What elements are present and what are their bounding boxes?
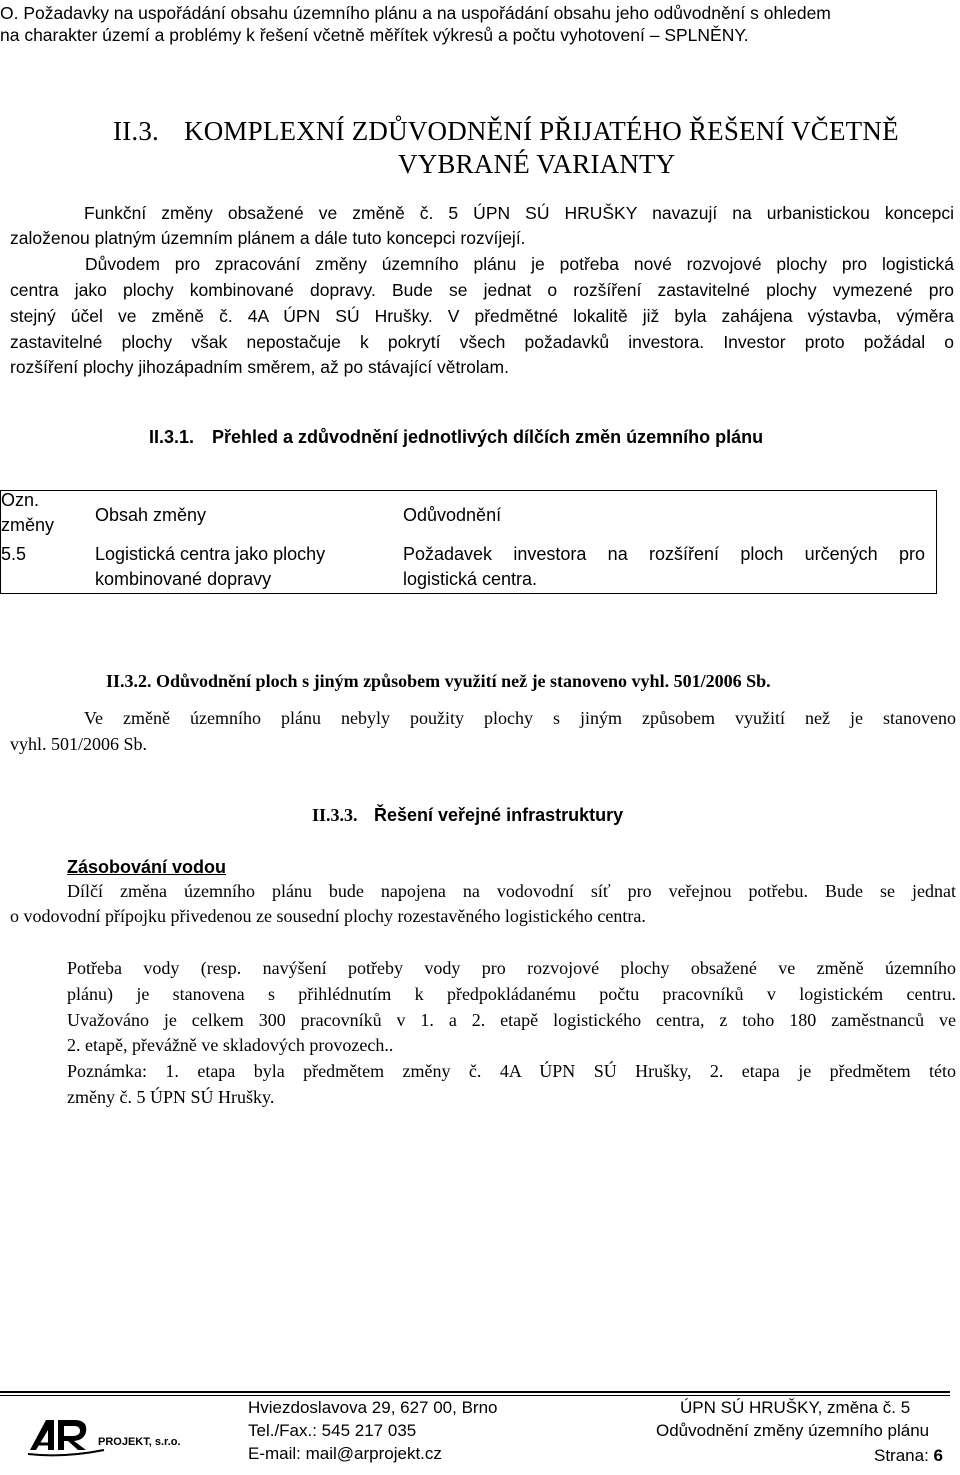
- table-cell-obsah-line-2: kombinované dopravy: [95, 569, 272, 589]
- footer-email: E-mail: mail@arprojekt.cz: [248, 1444, 442, 1463]
- subheading-3-title: Řešení veřejné infrastruktury: [374, 805, 624, 825]
- footer-address: Hviezdoslavova 29, 627 00, Brno: [248, 1398, 498, 1417]
- footer-doc-subtitle: Odůvodnění změny územního plánu: [656, 1421, 930, 1440]
- water-para2-line-5: Poznámka: 1. etapa byla předmětem změny č. 4A ÚPN SÚ Hrušky, 2. etapa je předmětem této: [67, 1061, 956, 1081]
- footer-rule-thin: [0, 1395, 950, 1396]
- footer-doc-title: ÚPN SÚ HRUŠKY, změna č. 5: [680, 1398, 911, 1417]
- subheading-3-number: II.3.3.: [312, 805, 358, 825]
- water-para2-line-6: změny č. 5 ÚPN SÚ Hrušky.: [67, 1087, 275, 1107]
- water-para2-line-4: 2. etapě, převážně ve skladových provozech..: [67, 1035, 394, 1055]
- intro-line-7: rozšíření plochy jihozápadním směrem, až po stávající větrolam.: [10, 357, 509, 377]
- intro-line-5: stejný účel ve změně č. 4A ÚPN SÚ Hrušky. V předmětné lokalitě již byla zahájena výstavba, výměra: [10, 306, 954, 326]
- heading-line-1: KOMPLEXNÍ ZDŮVODNĚNÍ PŘIJATÉHO ŘEŠENÍ VČETNĚ: [184, 116, 899, 146]
- company-logo: [24, 1412, 214, 1462]
- table-cell-oduvodneni-line-2: logistická centra.: [403, 569, 538, 589]
- sub2-line-2: vyhl. 501/2006 Sb.: [10, 734, 148, 754]
- intro-line-3: Důvodem pro zpracování změny územního plánu je potřeba nové rozvojové plochy pro logistická: [85, 254, 954, 274]
- water-para2-line-1: Potřeba vody (resp. navýšení potřeby vody pro rozvojové plochy obsažené ve změně územního: [67, 958, 956, 978]
- intro-line-2: založenou platným územním plánem a dále tuto koncepci rozvíjejí.: [10, 228, 526, 248]
- table-header-obsah: Obsah změny: [95, 505, 207, 525]
- sub2-line-1: Ve změně územního plánu nebyly použity plochy s jiným způsobem využití než je stanoveno: [84, 708, 956, 728]
- water-para2-line-3: Uvažováno je celkem 300 pracovníků v 1. a 2. etapě logistického centra, z toho 180 zaměstnanců ve: [67, 1010, 956, 1030]
- subheading-1-number: II.3.1.: [149, 427, 195, 447]
- table-cell-oduvodneni-line-1: Požadavek investora na rozšíření ploch určených pro: [403, 544, 925, 564]
- subheading-2-title: II.3.2. Odůvodnění ploch s jiným způsobem využití než je stanoveno vyhl. 501/2006 Sb.: [106, 671, 771, 691]
- requirements-line-1: O. Požadavky na uspořádání obsahu územního plánu a na uspořádání obsahu jeho odůvodnění s ohledem: [0, 3, 831, 23]
- table-cell-obsah-line-1: Logistická centra jako plochy: [95, 544, 326, 564]
- subheading-1-title: Přehled a zdůvodnění jednotlivých dílčích změn územního plánu: [212, 427, 764, 447]
- heading-line-2: VYBRANÉ VARIANTY: [398, 149, 676, 179]
- footer-page-label: Strana:: [874, 1446, 934, 1465]
- company-logo-text: PROJEKT, s.r.o.: [98, 1436, 181, 1448]
- table-header-ozn-line-1: Ozn.: [1, 490, 40, 510]
- table-header-ozn-line-2: změny: [1, 515, 55, 535]
- table-header-oduvodneni: Odůvodnění: [403, 505, 502, 525]
- intro-line-1: Funkční změny obsažené ve změně č. 5 ÚPN SÚ HRUŠKY navazují na urbanistickou koncepci: [84, 203, 954, 223]
- intro-line-4: centra jako plochy kombinované dopravy. Bude se jednat o rozšíření zastavitelné plochy vymezené pro: [10, 280, 954, 300]
- intro-line-6: zastavitelné plochy však nepostačuje k pokrytí všech požadavků investora. Investor proto požádal o: [10, 332, 954, 352]
- water-para1-line-2: o vodovodní přípojku přivedenou ze sousední plochy rozestavěného logistického centra.: [10, 906, 646, 926]
- footer-rule-thick: [0, 1391, 950, 1393]
- table-cell-ozn: 5.5: [1, 544, 27, 564]
- changes-table: [0, 490, 937, 594]
- requirements-line-2: na charakter území a problémy k řešení včetně měřítek výkresů a počtu vyhotovení – SPLNĚNY.: [0, 25, 749, 45]
- water-para1-line-1: Dílčí změna územního plánu bude napojena na vodovodní síť pro veřejnou potřebu. Bude se jednat: [67, 881, 956, 901]
- footer-tel: Tel./Fax.: 545 217 035: [248, 1421, 417, 1440]
- water-supply-heading: Zásobování vodou: [67, 857, 227, 877]
- footer-page: [874, 1446, 943, 1466]
- footer-page-number: 6: [933, 1446, 944, 1465]
- heading-number: II.3.: [113, 116, 159, 146]
- water-para2-line-2: plánu) je stanovena s přihlédnutím k předpokládanému počtu pracovníků v logistickém centru.: [67, 984, 956, 1004]
